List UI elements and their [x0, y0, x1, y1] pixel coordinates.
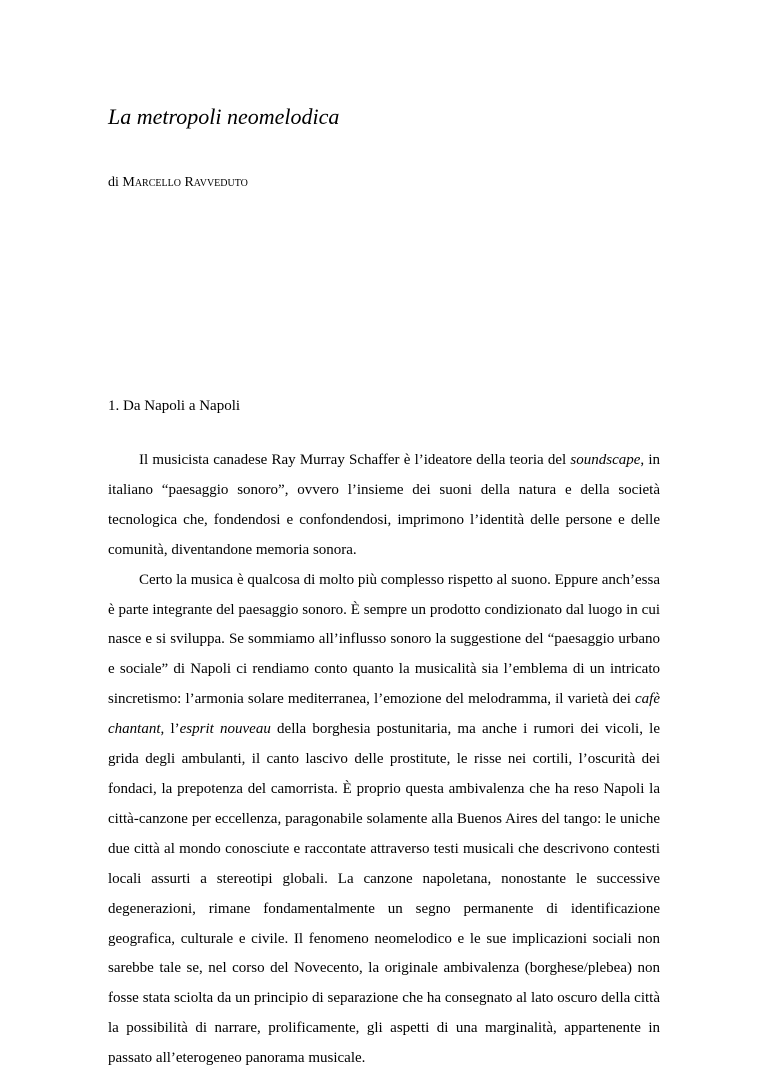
- author-name: Marcello Ravveduto: [122, 175, 248, 190]
- byline-prefix: di: [108, 175, 119, 190]
- section-heading: 1. Da Napoli a Napoli: [108, 398, 241, 414]
- paragraph-2: Certo la musica è qualcosa di molto più complesso rispetto al suono. Eppure anch’essa è parte integrante del paesaggio sonoro. È sempre un prodotto condizionato dal luogo in cui nasce e si sviluppa. Se sommiamo all’influsso sonoro la suggestione del “paesaggio urbano e sociale” di Napoli ci rendiamo conto quanto la musicalità sia l’emblema di un intricato sincretismo: l’armonia solare mediterranea, l’emozione del melodramma, il varietà dei cafè chantant, l’esprit nouveau della borghesia postunitaria, ma anche i rumori dei vicoli, le grida degli ambulanti, il canto lascivo delle prostitute, le risse nei cortili, l’oscurità dei fondaci, la prepotenza del camorrista. È proprio questa ambivalenza che ha reso Napoli la città-canzone per eccellenza, paragonabile solamente alla Buenos Aires del tango: le uniche due città al mondo conosciute e raccontate attraverso testi musicali che descrivono contesti locali assurti a stereotipi globali. La canzone napoletana, nonostante le successive degenerazioni, rimane fondamentalmente un segno permanente di identificazione geografica, culturale e civile. Il fenomeno neomelodico e le sue implicazioni sociali non sarebbe tale se, nel corso del Novecento, la originale ambivalenza (borghese/plebea) non fosse stata sciolta da un principio di separazione che ha consegnato al lato oscuro della città la possibilità di narrare, prolificamente, gli aspetti di una marginalità, appartenente in passato all’eterogeneo panorama musicale.: [108, 571, 660, 1067]
- article-title: La metropoli neomelodica: [108, 104, 340, 129]
- byline: [108, 175, 248, 191]
- term-soundscape: soundscape: [570, 452, 641, 468]
- term-cafe-chantant: cafè chantant: [108, 691, 660, 738]
- body-text: [108, 446, 660, 1074]
- paragraph-1: Il musicista canadese Ray Murray Schaffer è l’ideatore della teoria del soundscape, in italiano “paesaggio sonoro”, ovvero l’insieme dei suoni della natura e della società tecnologica che, fondendosi e confondendosi, imprimono l’identità delle persone e delle comunità, diventandone memoria sonora.: [108, 452, 660, 558]
- term-esprit-nouveau: esprit nouveau: [179, 721, 271, 738]
